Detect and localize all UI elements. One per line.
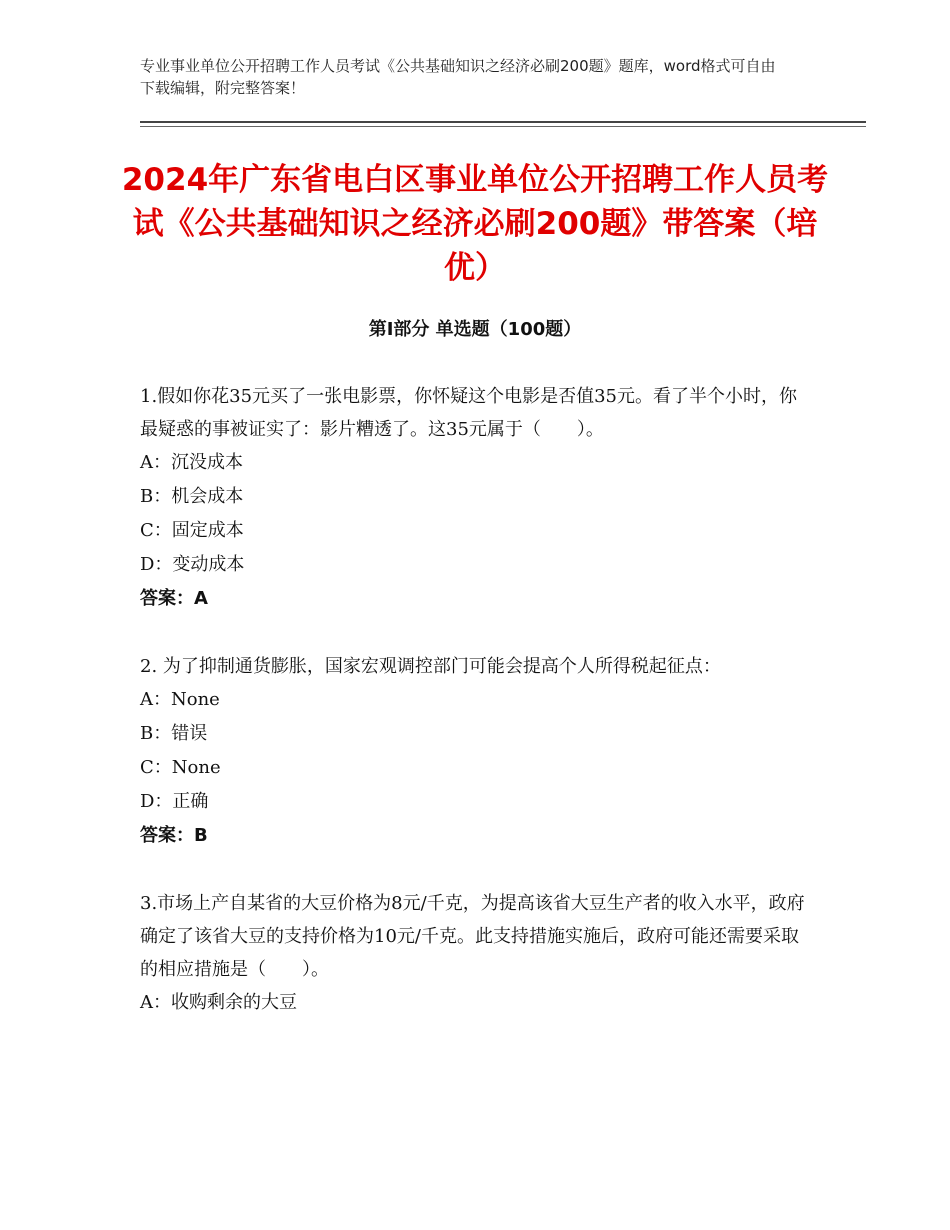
option-b: B：机会成本 [140,486,244,507]
option-d: D：正确 [140,791,209,812]
answer: 答案：A [140,588,208,609]
option-a: A：沉没成本 [140,452,243,473]
option-c: C：None [140,757,221,778]
answer: 答案：B [140,825,208,846]
question-stem: 1.假如你花35元买了一张电影票，你怀疑这个电影是否值35元。看了半个小时，你最疑惑的事被证实了：影片糟透了。这35元属于（ ）。 [140,386,797,440]
header-rule-thick [140,121,866,123]
header-rule-thin [140,126,866,127]
document-title: 2024年广东省电白区事业单位公开招聘工作人员考试《公共基础知识之经济必刷200题》带答案（培优） [121,162,829,286]
question-list [140,380,810,1054]
header-note: 专业事业单位公开招聘工作人员考试《公共基础知识之经济必刷200题》题库，word格式可自由下载编辑，附完整答案！ [140,57,776,97]
question-1 [140,380,810,616]
option-d: D：变动成本 [140,554,245,575]
question-stem: 3.市场上产自某省的大豆价格为8元/千克，为提高该省大豆生产者的收入水平，政府确定了该省大豆的支持价格为10元/千克。此支持措施实施后，政府可能还需要采取的相应措施是（ ）。 [140,893,805,980]
option-c: C：固定成本 [140,520,244,541]
option-a: A：收购剩余的大豆 [140,992,297,1013]
option-b: B：错误 [140,723,208,744]
section-title: 第I部分 单选题（100题） [368,319,582,340]
question-stem: 2. 为了抑制通货膨胀，国家宏观调控部门可能会提高个人所得税起征点： [140,656,721,677]
question-2 [140,650,810,853]
option-a: A：None [140,689,220,710]
question-3 [140,887,810,1020]
